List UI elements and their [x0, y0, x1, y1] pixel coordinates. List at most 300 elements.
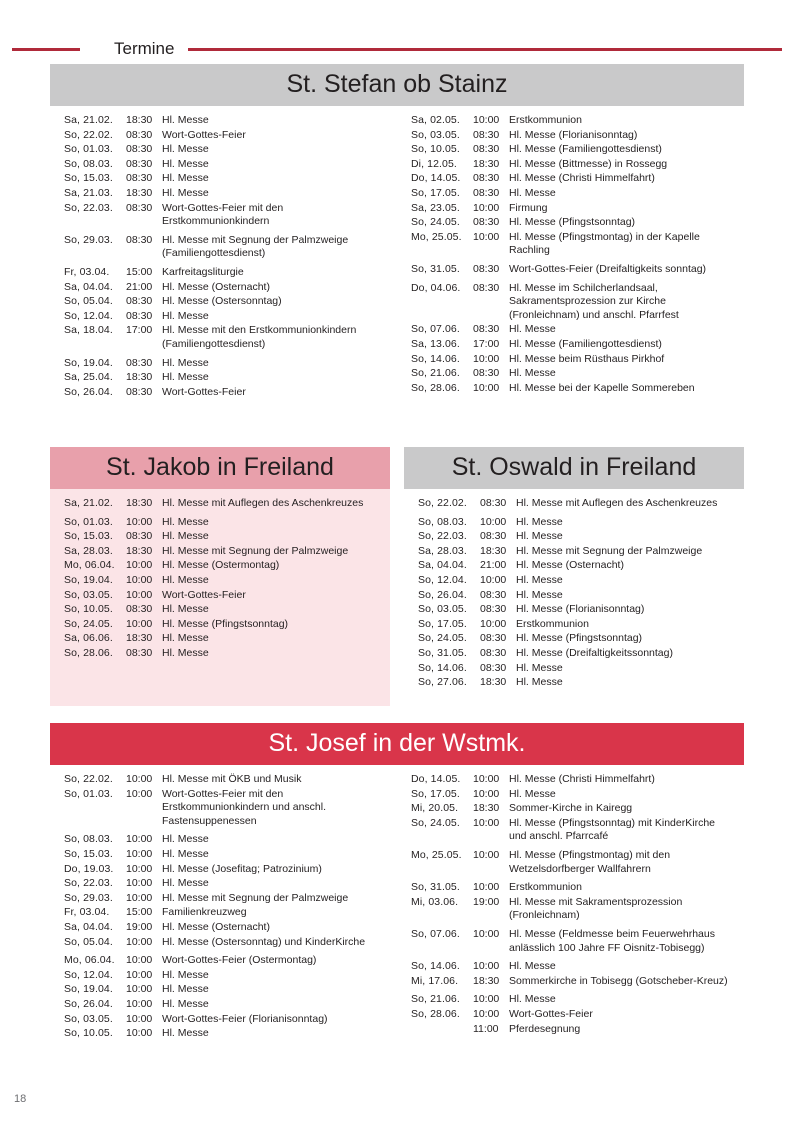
entry-desc: Hl. Messe	[162, 877, 209, 890]
entry-time: 10:00	[126, 968, 153, 981]
entry-desc: Hl. Messe	[162, 632, 209, 645]
column-right	[397, 106, 744, 437]
column-single	[50, 489, 390, 672]
section-body	[404, 489, 744, 706]
entry-time: 08:30	[480, 661, 507, 674]
entry-time: 21:00	[126, 280, 153, 293]
entry-desc: Hl. Messe beim Rüsthaus Pirkhof	[509, 352, 665, 365]
table-row	[64, 187, 387, 202]
entry-date: So, 10.05.	[64, 603, 113, 616]
entry-date: So, 24.05.	[418, 632, 467, 645]
entry-time: 10:00	[473, 352, 500, 365]
entry-time: 15:00	[126, 265, 153, 278]
entry-date: Sa, 28.03.	[418, 544, 467, 557]
section-st-josef-in-der-wstmk	[50, 723, 744, 1079]
entry-date: Di, 12.05.	[411, 157, 457, 170]
entry-date: So, 29.03.	[64, 233, 113, 246]
entry-date: Sa, 04.04.	[64, 920, 113, 933]
entry-date: So, 03.05.	[64, 1012, 113, 1025]
entry-time: 18:30	[473, 974, 500, 987]
entry-date: Sa, 02.05.	[411, 114, 460, 126]
table-row	[64, 1027, 387, 1042]
entry-time: 08:30	[126, 385, 153, 398]
table-row	[411, 143, 734, 158]
entry-date: So, 31.05.	[411, 262, 460, 275]
entry-desc: Hl. Messe	[516, 530, 563, 543]
entry-desc: Hl. Messe	[516, 588, 563, 601]
entry-desc: Hl. Messe im Schilcherlandsaal, Sakramentsprozession zur Kirche (Fronleichnam) und anschl. Pfarrfest	[509, 281, 679, 321]
entry-date: Mo, 06.04.	[64, 954, 115, 967]
entry-date: So, 10.05.	[64, 1027, 113, 1040]
entry-date: So, 19.04.	[64, 573, 113, 586]
entry-time: 18:30	[126, 114, 153, 126]
entry-date: So, 24.05.	[411, 816, 460, 829]
table-row	[64, 848, 387, 863]
table-row	[411, 202, 734, 217]
entry-desc: Hl. Messe	[509, 960, 556, 973]
entry-desc: Firmung	[509, 201, 548, 214]
entry-date: So, 12.04.	[418, 573, 467, 586]
entry-desc: Hl. Messe	[516, 573, 563, 586]
entry-date: So, 24.05.	[64, 617, 113, 630]
entry-time: 10:00	[126, 847, 153, 860]
entry-desc: Familienkreuzweg	[162, 906, 247, 919]
entry-desc: Hl. Messe	[162, 114, 209, 126]
entry-desc: Hl. Messe	[509, 367, 556, 380]
table-row	[411, 353, 734, 368]
entry-time: 18:30	[473, 802, 500, 815]
entry-desc: Hl. Messe	[509, 323, 556, 336]
entry-time: 10:00	[126, 515, 153, 528]
entry-desc: Sommerkirche in Tobisegg (Gotscheber-Kreuz)	[509, 974, 728, 987]
table-row	[64, 603, 380, 618]
section-title: St. Jakob in Freiland	[50, 447, 390, 489]
entry-date	[411, 1023, 473, 1038]
entry-time: 10:00	[473, 787, 500, 800]
entry-desc: Wort-Gottes-Feier	[162, 385, 246, 398]
table-row	[411, 278, 734, 324]
entry-desc: Hl. Messe	[162, 530, 209, 543]
entry-desc: Hl. Messe mit ÖKB und Musik	[162, 773, 302, 785]
header-rule-left	[12, 48, 80, 51]
entry-time: 10:00	[126, 573, 153, 586]
entry-time: 10:00	[473, 881, 500, 894]
entry-date: So, 07.06.	[411, 927, 460, 940]
entry-desc: Hl. Messe (Florianisonntag)	[509, 128, 638, 141]
entry-time: 17:00	[126, 324, 153, 337]
table-row	[411, 323, 734, 338]
schedule-table	[411, 773, 734, 1037]
entry-time: 10:00	[473, 848, 500, 861]
entry-time: 08:30	[126, 128, 153, 141]
entry-date: Mo, 25.05.	[411, 230, 462, 243]
entry-time: 18:30	[126, 497, 153, 509]
entry-date: Sa, 06.06.	[64, 632, 113, 645]
entry-desc: Karfreitagsliturgie	[162, 265, 244, 278]
entry-time: 10:00	[473, 114, 500, 126]
entry-date: So, 21.06.	[411, 993, 460, 1006]
entry-date: Sa, 21.02.	[64, 114, 113, 126]
table-row	[418, 676, 734, 691]
entry-desc: Hl. Messe	[509, 186, 556, 199]
entry-time: 08:30	[473, 172, 500, 185]
entry-date: So, 03.05.	[64, 588, 113, 601]
entry-desc: Hl. Messe (Ostersonntag)	[162, 295, 282, 308]
entry-date: So, 07.06.	[411, 323, 460, 336]
entry-desc: Hl. Messe	[162, 573, 209, 586]
entry-desc: Hl. Messe mit Segnung der Palmzweige (Familiengottesdienst)	[162, 233, 349, 260]
entry-time: 08:30	[473, 262, 500, 275]
entry-date: Mi, 20.05.	[411, 802, 459, 815]
entry-time: 10:00	[473, 773, 500, 785]
table-row	[411, 231, 734, 259]
entry-time: 10:00	[480, 573, 507, 586]
table-row	[411, 956, 734, 975]
table-row	[64, 983, 387, 998]
entry-date: So, 17.05.	[418, 617, 467, 630]
entry-time: 08:30	[473, 367, 500, 380]
entry-date: So, 21.06.	[411, 367, 460, 380]
entry-desc: Hl. Messe (Familiengottesdienst)	[509, 337, 662, 350]
table-row	[64, 114, 387, 129]
entry-time: 18:30	[126, 632, 153, 645]
section-title: St. Josef in der Wstmk.	[50, 723, 744, 765]
entry-desc: Hl. Messe	[162, 997, 209, 1010]
section-st-jakob-in-freiland	[50, 447, 390, 708]
entry-desc: Hl. Messe	[509, 787, 556, 800]
table-row	[64, 281, 387, 296]
entry-time: 08:30	[480, 497, 507, 509]
entry-desc: Hl. Messe	[516, 515, 563, 528]
entry-time: 10:00	[126, 617, 153, 630]
table-row	[411, 877, 734, 896]
entry-date: Mo, 06.04.	[64, 559, 115, 572]
table-row	[418, 545, 734, 560]
entry-time: 08:30	[473, 281, 500, 294]
table-row	[411, 187, 734, 202]
section-title: St. Stefan ob Stainz	[50, 64, 744, 106]
entry-desc: Erstkommunion	[509, 114, 582, 126]
section-body	[50, 765, 744, 1077]
entry-time: 10:00	[473, 927, 500, 940]
entry-time: 08:30	[480, 632, 507, 645]
section-title: St. Oswald in Freiland	[404, 447, 744, 489]
entry-date: So, 17.05.	[411, 787, 460, 800]
entry-desc: Hl. Messe	[162, 983, 209, 996]
entry-time: 08:30	[480, 603, 507, 616]
entry-time: 10:00	[473, 1007, 500, 1020]
entry-time: 10:00	[480, 617, 507, 630]
table-row	[411, 129, 734, 144]
entry-time: 10:00	[126, 891, 153, 904]
entry-desc: Hl. Messe	[516, 676, 563, 689]
table-row	[64, 386, 387, 401]
entry-desc: Hl. Messe (Florianisonntag)	[516, 603, 645, 616]
entry-desc: Wort-Gottes-Feier	[162, 128, 246, 141]
page-header	[0, 34, 794, 64]
table-row	[64, 497, 380, 512]
table-row	[411, 367, 734, 382]
column-single	[404, 489, 744, 701]
entry-desc: Hl. Messe mit Auflegen des Aschenkreuzes	[516, 497, 718, 509]
table-row	[418, 559, 734, 574]
entry-date: So, 17.05.	[411, 186, 460, 199]
entry-time: 21:00	[480, 559, 507, 572]
entry-time: 08:30	[126, 530, 153, 543]
table-row	[64, 574, 380, 589]
page-number: 18	[14, 1093, 27, 1105]
entry-time: 11:00	[473, 1022, 499, 1035]
table-row	[411, 788, 734, 803]
entry-desc: Wort-Gottes-Feier (Florianisonntag)	[162, 1012, 328, 1025]
table-row	[418, 574, 734, 589]
entry-date: Fr, 03.04.	[64, 265, 110, 278]
column-left	[50, 106, 397, 437]
entry-time: 10:00	[126, 862, 153, 875]
entry-desc: Hl. Messe mit Auflegen des Aschenkreuzes	[162, 497, 364, 509]
entry-date: So, 26.04.	[64, 997, 113, 1010]
entry-date: Fr, 03.04.	[64, 906, 110, 919]
entry-desc: Hl. Messe	[516, 661, 563, 674]
header-rule-right	[188, 48, 782, 51]
entry-time: 10:00	[473, 230, 500, 243]
entry-date: So, 26.04.	[418, 588, 467, 601]
entry-date: Sa, 23.05.	[411, 201, 460, 214]
entry-desc: Wort-Gottes-Feier	[509, 1007, 593, 1020]
column-left	[50, 765, 397, 1077]
entry-desc: Hl. Messe	[162, 309, 209, 322]
entry-desc: Hl. Messe (Dreifaltigkeitssonntag)	[516, 646, 673, 659]
table-row	[411, 773, 734, 788]
entry-desc: Hl. Messe bei der Kapelle Sommereben	[509, 381, 695, 394]
table-row	[411, 382, 734, 397]
table-row	[411, 1023, 734, 1038]
entry-time: 08:30	[126, 309, 153, 322]
entry-time: 18:30	[126, 371, 153, 384]
entry-date: So, 12.04.	[64, 968, 113, 981]
table-row	[64, 129, 387, 144]
entry-date: Do, 04.06.	[411, 281, 461, 294]
section-st-oswald-in-freiland	[404, 447, 744, 708]
entry-date: Mi, 03.06.	[411, 895, 459, 908]
entry-desc: Hl. Messe	[162, 143, 209, 156]
schedule-table	[64, 497, 380, 662]
entry-date: So, 15.03.	[64, 847, 113, 860]
table-row	[64, 936, 387, 951]
entry-desc: Hl. Messe	[162, 186, 209, 199]
entry-time: 08:30	[126, 295, 153, 308]
table-row	[411, 989, 734, 1008]
entry-desc: Hl. Messe (Pfingstsonntag)	[509, 216, 636, 229]
entry-date: Sa, 28.03.	[64, 544, 113, 557]
entry-date: So, 05.04.	[64, 935, 113, 948]
entry-time: 10:00	[126, 935, 153, 948]
entry-date: Do, 19.03.	[64, 862, 114, 875]
entry-time: 19:00	[126, 920, 153, 933]
entry-date: So, 14.06.	[411, 960, 460, 973]
entry-date: So, 03.05.	[411, 128, 460, 141]
entry-date: So, 03.05.	[418, 603, 467, 616]
entry-date: So, 15.03.	[64, 172, 113, 185]
entry-desc: Wort-Gottes-Feier mit den Erstkommunionkindern	[162, 201, 284, 228]
entry-date: So, 14.06.	[411, 352, 460, 365]
entry-date: Mo, 25.05.	[411, 848, 462, 861]
table-row	[64, 295, 387, 310]
section-st-stefan-ob-stainz	[50, 64, 744, 439]
entry-date: So, 01.03.	[64, 515, 113, 528]
table-row	[411, 896, 734, 924]
entry-date: So, 08.03.	[418, 515, 467, 528]
entry-date: So, 22.03.	[64, 201, 113, 214]
entry-desc: Hl. Messe (Osternacht)	[516, 559, 624, 572]
table-row	[411, 975, 734, 990]
entry-date: Sa, 18.04.	[64, 324, 113, 337]
entry-time: 10:00	[473, 993, 500, 1006]
entry-desc: Hl. Messe (Ostersonntag) und KinderKirche	[162, 935, 366, 948]
entry-time: 08:30	[473, 216, 500, 229]
entry-time: 10:00	[126, 588, 153, 601]
entry-desc: Hl. Messe mit den Erstkommunionkindern (Familiengottesdienst)	[162, 324, 357, 350]
entry-desc: Pferdesegnung	[509, 1022, 581, 1035]
entry-date: So, 05.04.	[64, 295, 113, 308]
entry-time: 10:00	[126, 787, 153, 800]
entry-time: 08:30	[126, 172, 153, 185]
entry-desc: Sommer-Kirche in Kairegg	[509, 802, 633, 815]
entry-date: So, 28.06.	[64, 646, 113, 659]
table-row	[411, 802, 734, 817]
entry-date: Sa, 25.04.	[64, 371, 113, 384]
entry-time: 10:00	[473, 381, 500, 394]
entry-desc: Hl. Messe (Christi Himmelfahrt)	[509, 172, 655, 185]
entry-time: 18:30	[473, 157, 500, 170]
table-row	[418, 512, 734, 531]
entry-desc: Hl. Messe	[162, 603, 209, 616]
table-row	[411, 1008, 734, 1023]
schedule-table	[64, 114, 387, 400]
entry-time: 08:30	[126, 157, 153, 170]
table-row	[64, 618, 380, 633]
entry-time: 10:00	[126, 1027, 153, 1040]
entry-time: 10:00	[126, 773, 153, 785]
entry-desc: Wort-Gottes-Feier (Dreifaltigkeits sonntag)	[509, 262, 707, 275]
entry-time: 10:00	[126, 1012, 153, 1025]
entry-date: So, 27.06.	[418, 676, 467, 689]
entry-desc: Hl. Messe	[162, 172, 209, 185]
table-row	[411, 259, 734, 278]
table-row	[418, 618, 734, 633]
entry-desc: Hl. Messe (Feldmesse beim Feuerwehrhaus anlässlich 100 Jahre FF Oisnitz-Tobisegg)	[509, 927, 715, 954]
entry-time: 08:30	[480, 588, 507, 601]
table-row	[64, 773, 387, 788]
table-row	[64, 877, 387, 892]
entry-desc: Hl. Messe	[162, 515, 209, 528]
entry-desc: Hl. Messe	[162, 371, 209, 384]
entry-date: So, 01.03.	[64, 143, 113, 156]
entry-desc: Hl. Messe mit Segnung der Palmzweige	[516, 544, 703, 557]
page-title: Termine	[114, 39, 175, 58]
table-row	[418, 530, 734, 545]
entry-time: 08:30	[473, 323, 500, 336]
entry-date: So, 22.03.	[64, 877, 113, 890]
entry-desc: Erstkommunion	[516, 617, 589, 630]
entry-date: Sa, 04.04.	[418, 559, 467, 572]
entry-date: So, 19.04.	[64, 983, 113, 996]
table-row	[64, 589, 380, 604]
table-row	[64, 230, 387, 262]
table-row	[64, 262, 387, 281]
entry-time: 18:30	[480, 676, 507, 689]
entry-date: Sa, 21.02.	[64, 497, 113, 509]
entry-desc: Hl. Messe	[162, 646, 209, 659]
entry-time: 10:00	[473, 816, 500, 829]
table-row	[411, 172, 734, 187]
entry-time: 10:00	[473, 201, 500, 214]
table-row	[64, 1013, 387, 1028]
entry-desc: Erstkommunion	[509, 881, 582, 894]
table-row	[64, 906, 387, 921]
entry-desc: Hl. Messe	[162, 1027, 209, 1040]
entry-date: So, 12.04.	[64, 309, 113, 322]
table-row	[64, 921, 387, 936]
entry-date: So, 31.05.	[418, 646, 467, 659]
table-row	[64, 998, 387, 1013]
entry-time: 10:00	[126, 997, 153, 1010]
entry-time: 08:30	[480, 646, 507, 659]
table-row	[64, 353, 387, 372]
table-row	[64, 647, 380, 662]
entry-date: Sa, 04.04.	[64, 280, 113, 293]
entry-date: So, 22.02.	[418, 497, 467, 509]
entry-desc: Hl. Messe	[162, 356, 209, 369]
table-row	[411, 845, 734, 877]
entry-date: Do, 14.05.	[411, 172, 461, 185]
entry-time: 10:00	[126, 559, 153, 572]
entry-date: So, 15.03.	[64, 530, 113, 543]
entry-time: 19:00	[473, 895, 500, 908]
entry-date: Sa, 13.06.	[411, 337, 460, 350]
entry-desc: Wort-Gottes-Feier	[162, 588, 246, 601]
entry-date: So, 08.03.	[64, 833, 113, 846]
table-row	[418, 589, 734, 604]
entry-desc: Hl. Messe	[162, 157, 209, 170]
entry-date: So, 22.03.	[418, 530, 467, 543]
table-row	[64, 632, 380, 647]
entry-date: So, 22.02.	[64, 128, 113, 141]
entry-time: 08:30	[473, 143, 500, 156]
entry-desc: Hl. Messe (Osternacht)	[162, 280, 270, 293]
entry-desc: Hl. Messe (Osternacht)	[162, 920, 270, 933]
entry-time: 10:00	[480, 515, 507, 528]
entry-desc: Hl. Messe (Josefitag; Patrozinium)	[162, 862, 322, 875]
entry-date: So, 10.05.	[411, 143, 460, 156]
table-row	[64, 143, 387, 158]
table-row	[418, 632, 734, 647]
entry-desc: Hl. Messe	[162, 833, 209, 846]
entry-time: 08:30	[126, 356, 153, 369]
entry-time: 08:30	[480, 530, 507, 543]
entry-date: Sa, 21.03.	[64, 186, 113, 199]
table-row	[64, 559, 380, 574]
table-row	[411, 338, 734, 353]
table-row	[64, 788, 387, 830]
table-row	[411, 114, 734, 129]
entry-desc: Hl. Messe (Pfingstsonntag)	[162, 617, 289, 630]
entry-desc: Hl. Messe	[162, 847, 209, 860]
entry-time: 10:00	[126, 954, 153, 967]
entry-desc: Hl. Messe (Pfingstsonntag)	[516, 632, 643, 645]
entry-desc: Hl. Messe	[509, 993, 556, 1006]
entry-desc: Wort-Gottes-Feier (Ostermontag)	[162, 954, 317, 967]
